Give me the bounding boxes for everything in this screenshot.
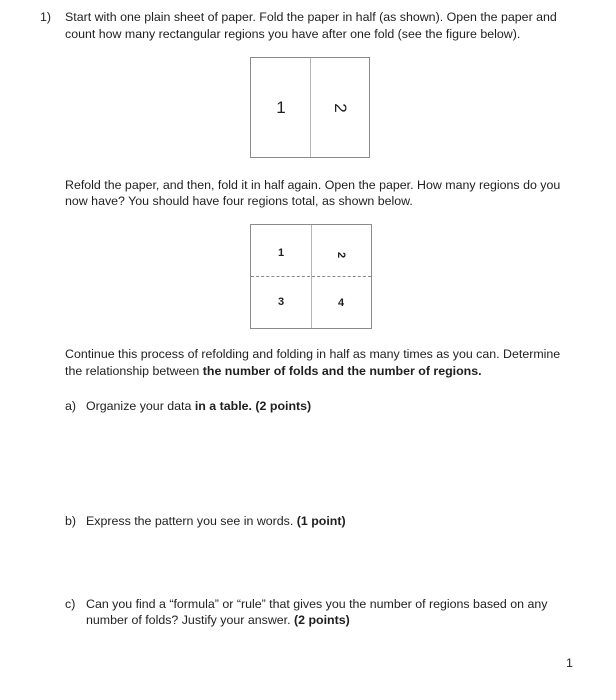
region-4-label: 4 [337, 297, 345, 309]
continue-line-2-emphasis: the number of folds and the number of regions. [202, 364, 482, 378]
part-a-label: a) [65, 399, 77, 413]
part-a-text: Organize your data [86, 399, 195, 413]
page-number: 1 [566, 656, 573, 670]
part-b-text: Express the pattern you see in words. [86, 514, 297, 528]
part-a-prompt [86, 398, 311, 414]
region-1-label: 1 [277, 247, 285, 259]
part-b-label: b) [65, 514, 77, 528]
part-c-label: c) [65, 597, 76, 611]
part-b-points: (1 point) [296, 514, 346, 528]
refold-line-2: now have? You should have four regions total, as shown below. [65, 194, 413, 208]
part-c-text: number of folds? Justify your answer. [86, 613, 294, 627]
part-c-points: (2 points) [293, 613, 350, 627]
fold-crease-horizontal [251, 276, 371, 277]
part-b-prompt [86, 513, 346, 529]
region-2-label: 2 [335, 251, 347, 259]
fold-figure-two [250, 224, 372, 329]
region-1-label: 1 [276, 98, 286, 117]
region-3-label: 3 [277, 296, 285, 308]
fold-figure-one [250, 57, 370, 158]
refold-line-1: Refold the paper, and then, fold it in half again. Open the paper. How many regions do you [65, 178, 561, 192]
continue-line-2-text: the relationship between [65, 364, 203, 378]
question-number: 1) [40, 10, 52, 24]
region-2-label: 2 [331, 103, 350, 113]
part-c-line-1: Can you find a “formula” or “rule” that gives you the number of regions based on any [86, 597, 548, 611]
part-a-points: in a table. (2 points) [194, 399, 312, 413]
fold-crease [310, 58, 311, 157]
continue-line-2 [65, 363, 482, 379]
part-c-line-2 [86, 612, 350, 628]
continue-line-1: Continue this process of refolding and folding in half as many times as you can. Determine [65, 347, 561, 361]
intro-line-1: Start with one plain sheet of paper. Fold the paper in half (as shown). Open the paper and [65, 10, 557, 24]
intro-line-2: count how many rectangular regions you have after one fold (see the figure below). [65, 27, 521, 41]
